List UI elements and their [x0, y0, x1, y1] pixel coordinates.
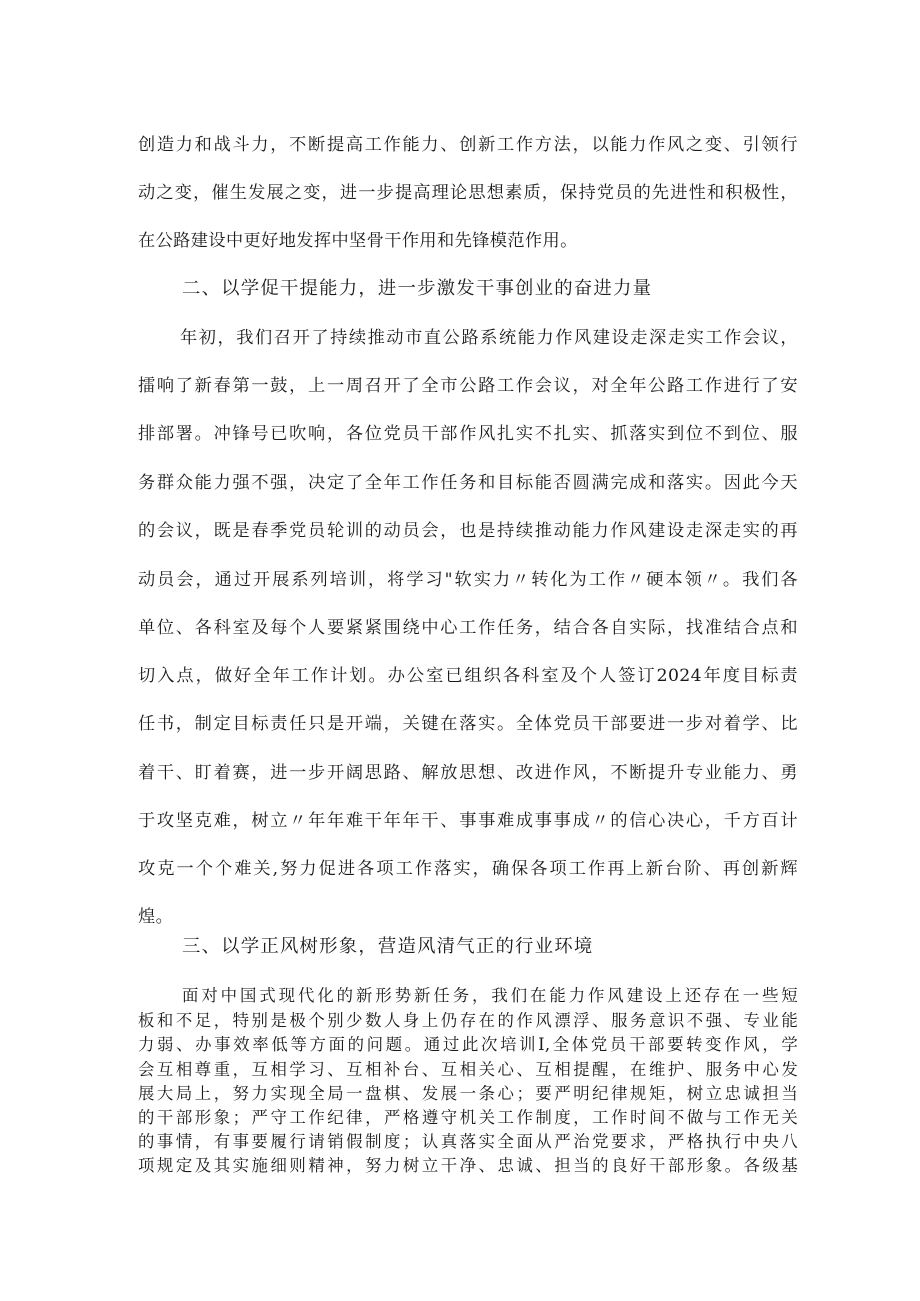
paragraph-line: 攻克一个个难关,努力促进各项工作落实，确保各项工作再上新台阶、再创新辉 — [138, 859, 798, 879]
paragraph-line: 着干、盯着赛，进一步开阔思路、解放思想、改进作风，不断提升专业能力、勇 — [138, 763, 798, 783]
section-heading: 二、以学促干提能力，进一步激发干事创业的奋进力量 — [182, 278, 653, 299]
paragraph-line: 任书，制定目标责任只是开端，关键在落实。全体党员干部要进一步对着学、比 — [138, 714, 798, 734]
paragraph-line: 面对中国式现代化的新形势新任务，我们在能力作风建设上还存在一些短 — [182, 986, 798, 1005]
paragraph-line: 在公路建设中更好地发挥中坚骨干作用和先锋模范作用。 — [138, 231, 578, 251]
paragraph-line: 板和不足，特别是极个别少数人身上仍存在的作风漂浮、服务意识不强、专业能 — [138, 1011, 798, 1030]
paragraph-line: 会互相尊重，互相学习、互相补台、互相关心、互相提醒，在维护、服务中心发 — [138, 1060, 798, 1079]
paragraph-line: 煌。 — [138, 907, 174, 927]
paragraph-line: 展大局上，努力实现全局一盘棋、发展一条心；要严明纪律规矩，树立忠诚担当 — [138, 1084, 798, 1103]
paragraph-line: 务群众能力强不强，决定了全年工作任务和目标能否圆满完成和落实。因此今天 — [138, 473, 798, 493]
paragraph-line: 的干部形象；严守工作纪律，严格遵守机关工作制度，工作时间不做与工作无关 — [138, 1108, 798, 1127]
paragraph-line: 动员会，通过开展系列培训，将学习"软实力〃转化为工作〃硬本领〃。我们各 — [138, 570, 798, 590]
paragraph-line: 年初，我们召开了持续推动市直公路系统能力作风建设走深走实工作会议， — [180, 328, 798, 348]
paragraph-line: 排部署。冲锋号已吹响，各位党员干部作风扎实不扎实、抓落实到位不到位、服 — [138, 424, 798, 444]
section-heading: 三、以学正风树形象，营造风清气正的行业环境 — [182, 936, 594, 957]
paragraph-line: 擂响了新春第一鼓，上一周召开了全市公路工作会议，对全年公路工作进行了安 — [138, 376, 798, 396]
paragraph-line: 的会议，既是春季党员轮训的动员会，也是持续推动能力作风建设走深走实的再 — [138, 521, 798, 541]
paragraph-line: 于攻坚克难，树立〃年年难干年年干、事事难成事事成〃的信心决心，千方百计 — [138, 811, 798, 831]
paragraph-line: 创造力和战斗力，不断提高工作能力、创新工作方法，以能力作风之变、引领行 — [138, 135, 798, 155]
paragraph-line: 切入点，做好全年工作计划。办公室已组织各科室及个人签订2024年度目标责 — [138, 666, 798, 686]
paragraph-line: 单位、各科室及每个人要紧紧围绕中心工作任务，结合各自实际，找准结合点和 — [138, 618, 798, 638]
paragraph-line: 力弱、办事效率低等方面的问题。通过此次培训I,全体党员干部要转变作风，学 — [138, 1035, 798, 1054]
paragraph-line: 动之变，催生发展之变，进一步提高理论思想素质，保持党员的先进性和积极性， — [138, 183, 798, 203]
paragraph-line: 的事情，有事要履行请销假制度；认真落实全面从严治党要求，严格执行中央八 — [138, 1132, 798, 1151]
paragraph-line: 项规定及其实施细则精神，努力树立干净、忠诚、担当的良好干部形象。各级基 — [138, 1156, 798, 1175]
